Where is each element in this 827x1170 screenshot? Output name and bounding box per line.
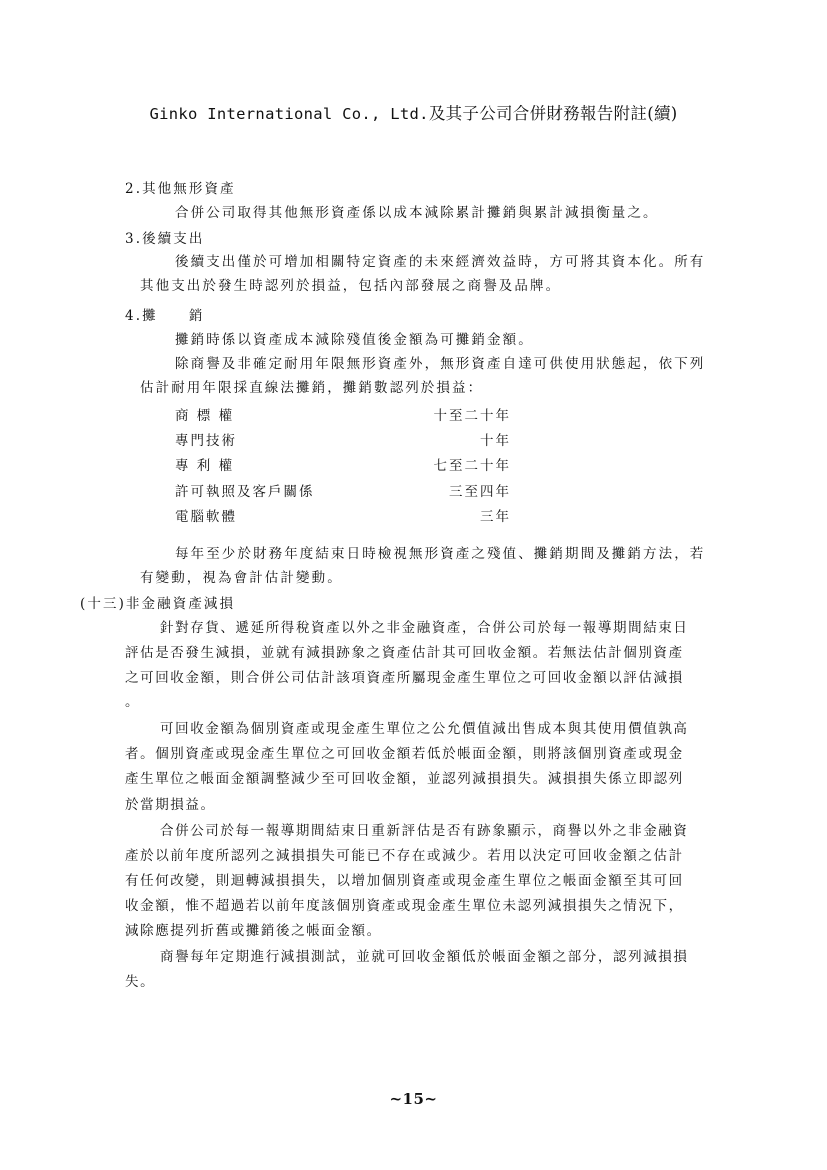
section-2-text: 合併公司取得其他無形資產係以成本減除累計攤銷與累計減損衡量之。 bbox=[175, 205, 659, 221]
table-row-years: 三至四年 bbox=[449, 484, 511, 500]
table-row-years: 七至二十年 bbox=[433, 458, 511, 474]
section-3-text-line2: 其他支出於發生時認列於損益，包括內部發展之商譽及品牌。 bbox=[140, 278, 562, 294]
paragraph-line: 合併公司於每一報導期間結束日重新評估是否有跡象顯示，商譽以外之非金融資 bbox=[160, 823, 689, 839]
section-4-text-line4: 每年至少於財務年度結束日時檢視無形資產之殘值、攤銷期間及攤銷方法，若 bbox=[175, 546, 706, 562]
section-13-heading: (十三)非金融資產減損 bbox=[80, 596, 236, 612]
table-row-name: 商 標 權 bbox=[175, 408, 235, 424]
paragraph-line: 之可回收金額，則合併公司估計該項資產所屬現金產生單位之可回收金額以評估減損 bbox=[125, 670, 684, 686]
paragraph-line: 產生單位之帳面金額調整減少至可回收金額，並認列減損損失。減損損失係立即認列 bbox=[125, 771, 684, 787]
paragraph-line: 收金額，惟不超過若以前年度該個別資產或現金產生單位未認列減損損失之情況下， bbox=[125, 898, 684, 914]
company-name: Ginko International Co., Ltd. bbox=[149, 105, 429, 123]
section-4-heading: 4.攤 銷 bbox=[125, 308, 205, 324]
table-row-years: 十至二十年 bbox=[433, 408, 511, 424]
paragraph-line: 產於以前年度所認列之減損損失可能已不存在或減少。若用以決定可回收金額之估計 bbox=[125, 848, 684, 864]
paragraph-line: 商譽每年定期進行減損測試，並就可回收金額低於帳面金額之部分，認列減損損 bbox=[160, 949, 689, 965]
page-number: ~15~ bbox=[389, 1090, 438, 1108]
section-4-text-line1: 攤銷時係以資產成本減除殘值後金額為可攤銷金額。 bbox=[175, 332, 534, 348]
section-4-text-line3: 估計耐用年限採直線法攤銷，攤銷數認列於損益： bbox=[140, 380, 484, 396]
report-title: 及其子公司合併財務報告附註(續) bbox=[428, 104, 678, 123]
paragraph-line: 有任何改變，則迴轉減損損失，以增加個別資產或現金產生單位之帳面金額至其可回 bbox=[125, 873, 684, 889]
section-3-heading: 3.後續支出 bbox=[125, 231, 205, 247]
paragraph-line: 評估是否發生減損，並就有減損跡象之資產估計其可回收金額。若無法估計個別資產 bbox=[125, 645, 684, 661]
table-row-name: 電腦軟體 bbox=[175, 509, 237, 525]
page-title bbox=[0, 100, 827, 124]
table-row-years: 三年 bbox=[480, 509, 511, 525]
paragraph-line: 者。個別資產或現金產生單位之可回收金額若低於帳面金額，則將該個別資產或現金 bbox=[125, 746, 684, 762]
table-row-years: 十年 bbox=[480, 433, 511, 449]
table-row-name: 許可執照及客戶關係 bbox=[175, 484, 315, 500]
paragraph-line: 減除應提列折舊或攤銷後之帳面金額。 bbox=[125, 923, 382, 939]
table-row-name: 專 利 權 bbox=[175, 458, 235, 474]
paragraph-line: 。 bbox=[125, 694, 141, 710]
section-3-text-line1: 後續支出僅於可增加相關特定資產的未來經濟效益時，方可將其資本化。所有 bbox=[175, 254, 706, 270]
section-4-text-line5: 有變動，視為會計估計變動。 bbox=[140, 570, 343, 586]
section-2-heading: 2.其他無形資產 bbox=[125, 181, 236, 197]
paragraph-line: 針對存貨、遞延所得稅資產以外之非金融資產，合併公司於每一報導期間結束日 bbox=[160, 620, 689, 636]
section-4-text-line2: 除商譽及非確定耐用年限無形資產外，無形資產自達可供使用狀態起，依下列 bbox=[175, 356, 706, 372]
table-row-name: 專門技術 bbox=[175, 433, 237, 449]
paragraph-line: 失。 bbox=[125, 974, 156, 990]
paragraph-line: 可回收金額為個別資產或現金產生單位之公允價值減出售成本與其使用價值孰高 bbox=[160, 721, 689, 737]
paragraph-line: 於當期損益。 bbox=[125, 797, 216, 813]
